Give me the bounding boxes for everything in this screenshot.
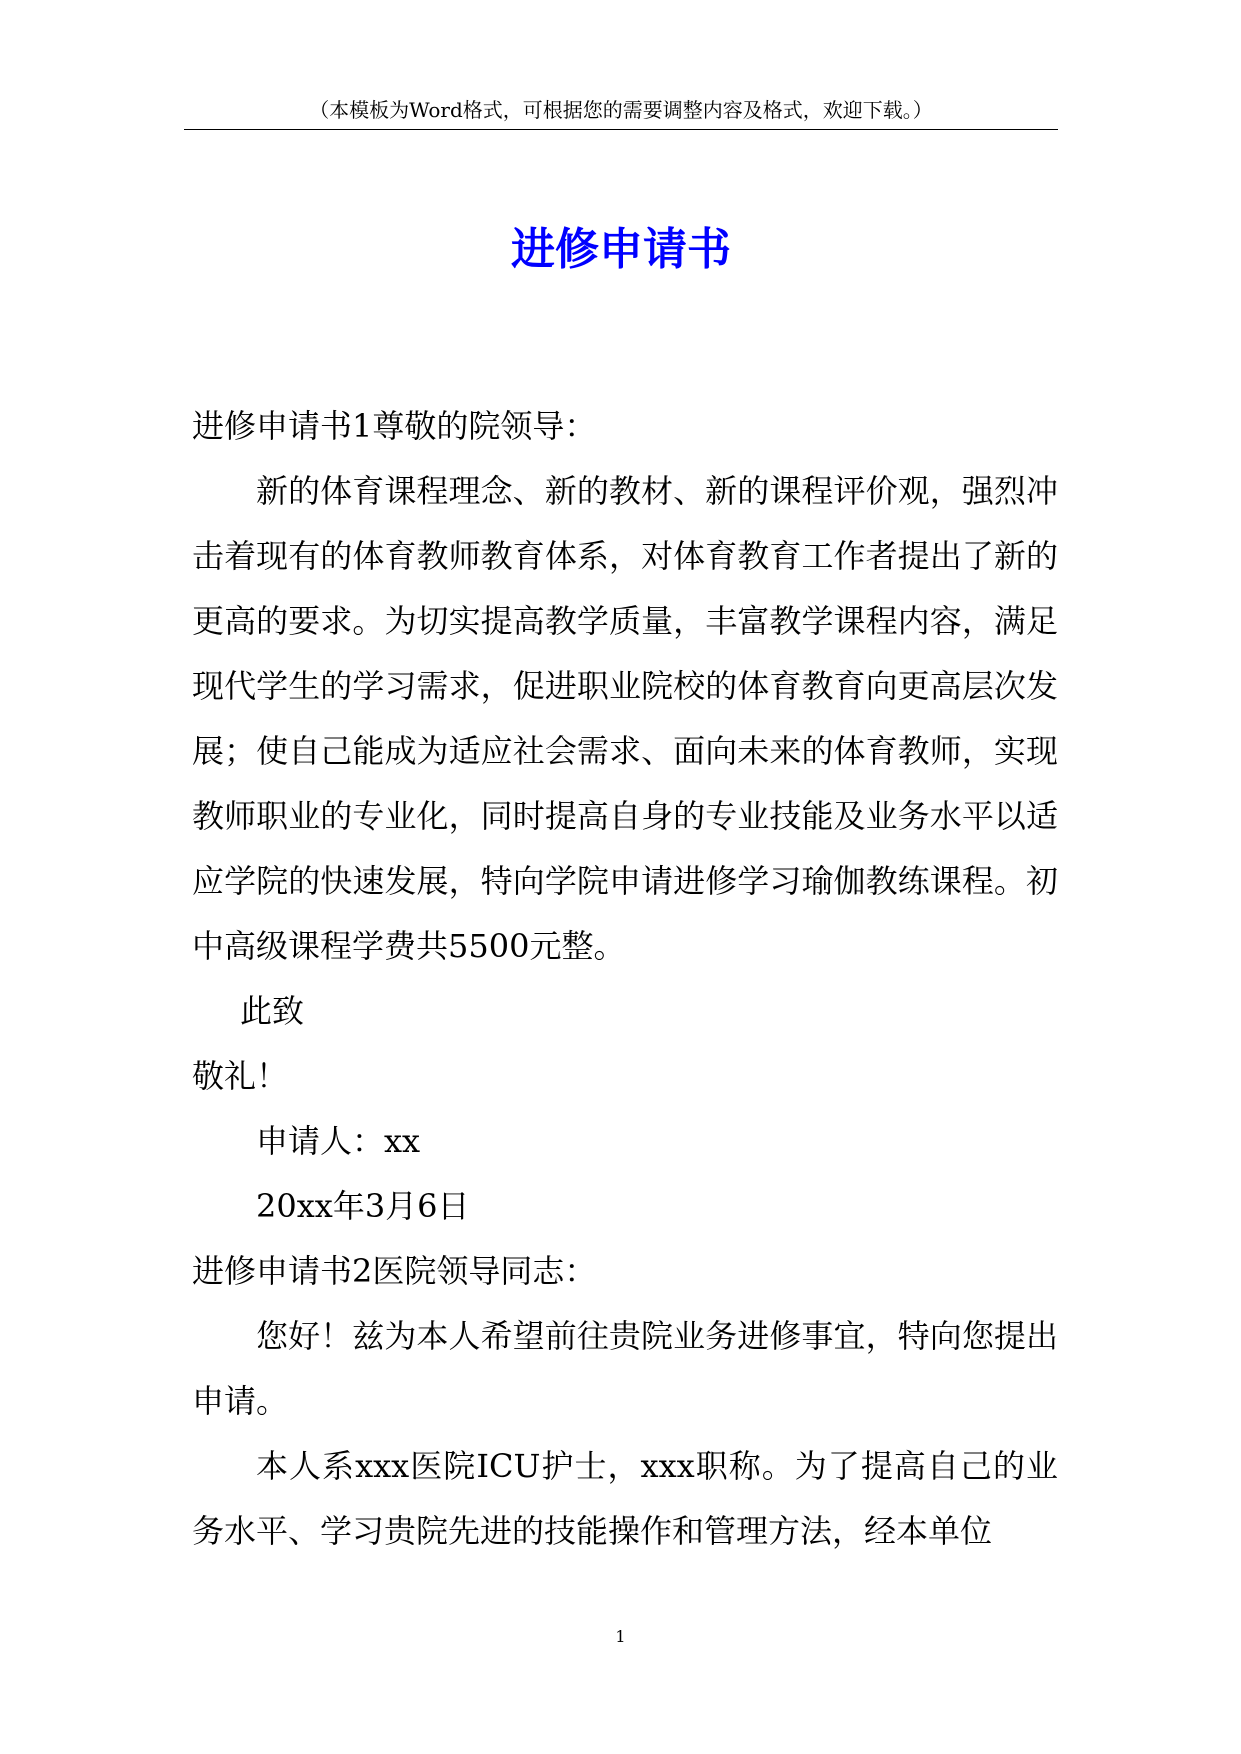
- section-2-heading: 进修申请书2医院领导同志：: [192, 1252, 597, 1290]
- header-divider: [184, 129, 1058, 130]
- header-note: （本模板为Word格式，可根据您的需要调整内容及格式，欢迎下载。）: [309, 98, 933, 122]
- applicant-signature: 申请人：xx: [256, 1122, 421, 1160]
- section-1-heading: 进修申请书1尊敬的院领导：: [192, 407, 597, 445]
- section-2-body-paragraph: 本人系xxx医院ICU护士，xxx职称。为了提高自己的业务水平、学习贵院先进的技能操作和管理方法，经本单位: [192, 1447, 1058, 1550]
- section-1-body-paragraph: 新的体育课程理念、新的教材、新的课程评价观，强烈冲击着现有的体育教师教育体系，对体育教育工作者提出了新的更高的要求。为切实提高教学质量，丰富教学课程内容，满足现代学生的学习需求，促进职业院校的体育教育向更高层次发展；使自己能成为适应社会需求、面向未来的体育教师，实现教师职业的专业化，同时提高自身的专业技能及业务水平以适应学院的快速发展，特向学院申请进修学习瑜伽教练课程。初中高级课程学费共5500元整。: [192, 472, 1058, 965]
- document-title: 进修申请书: [511, 224, 731, 275]
- closing-salutation: 此致: [240, 992, 305, 1030]
- document-body: [192, 394, 1058, 1564]
- page-number: 1: [615, 1627, 626, 1646]
- section-2-greeting-paragraph: 您好！兹为本人希望前往贵院业务进修事宜，特向您提出申请。: [192, 1317, 1058, 1420]
- closing-regards: 敬礼！: [192, 1057, 289, 1095]
- application-date: 20xx年3月6日: [256, 1187, 470, 1225]
